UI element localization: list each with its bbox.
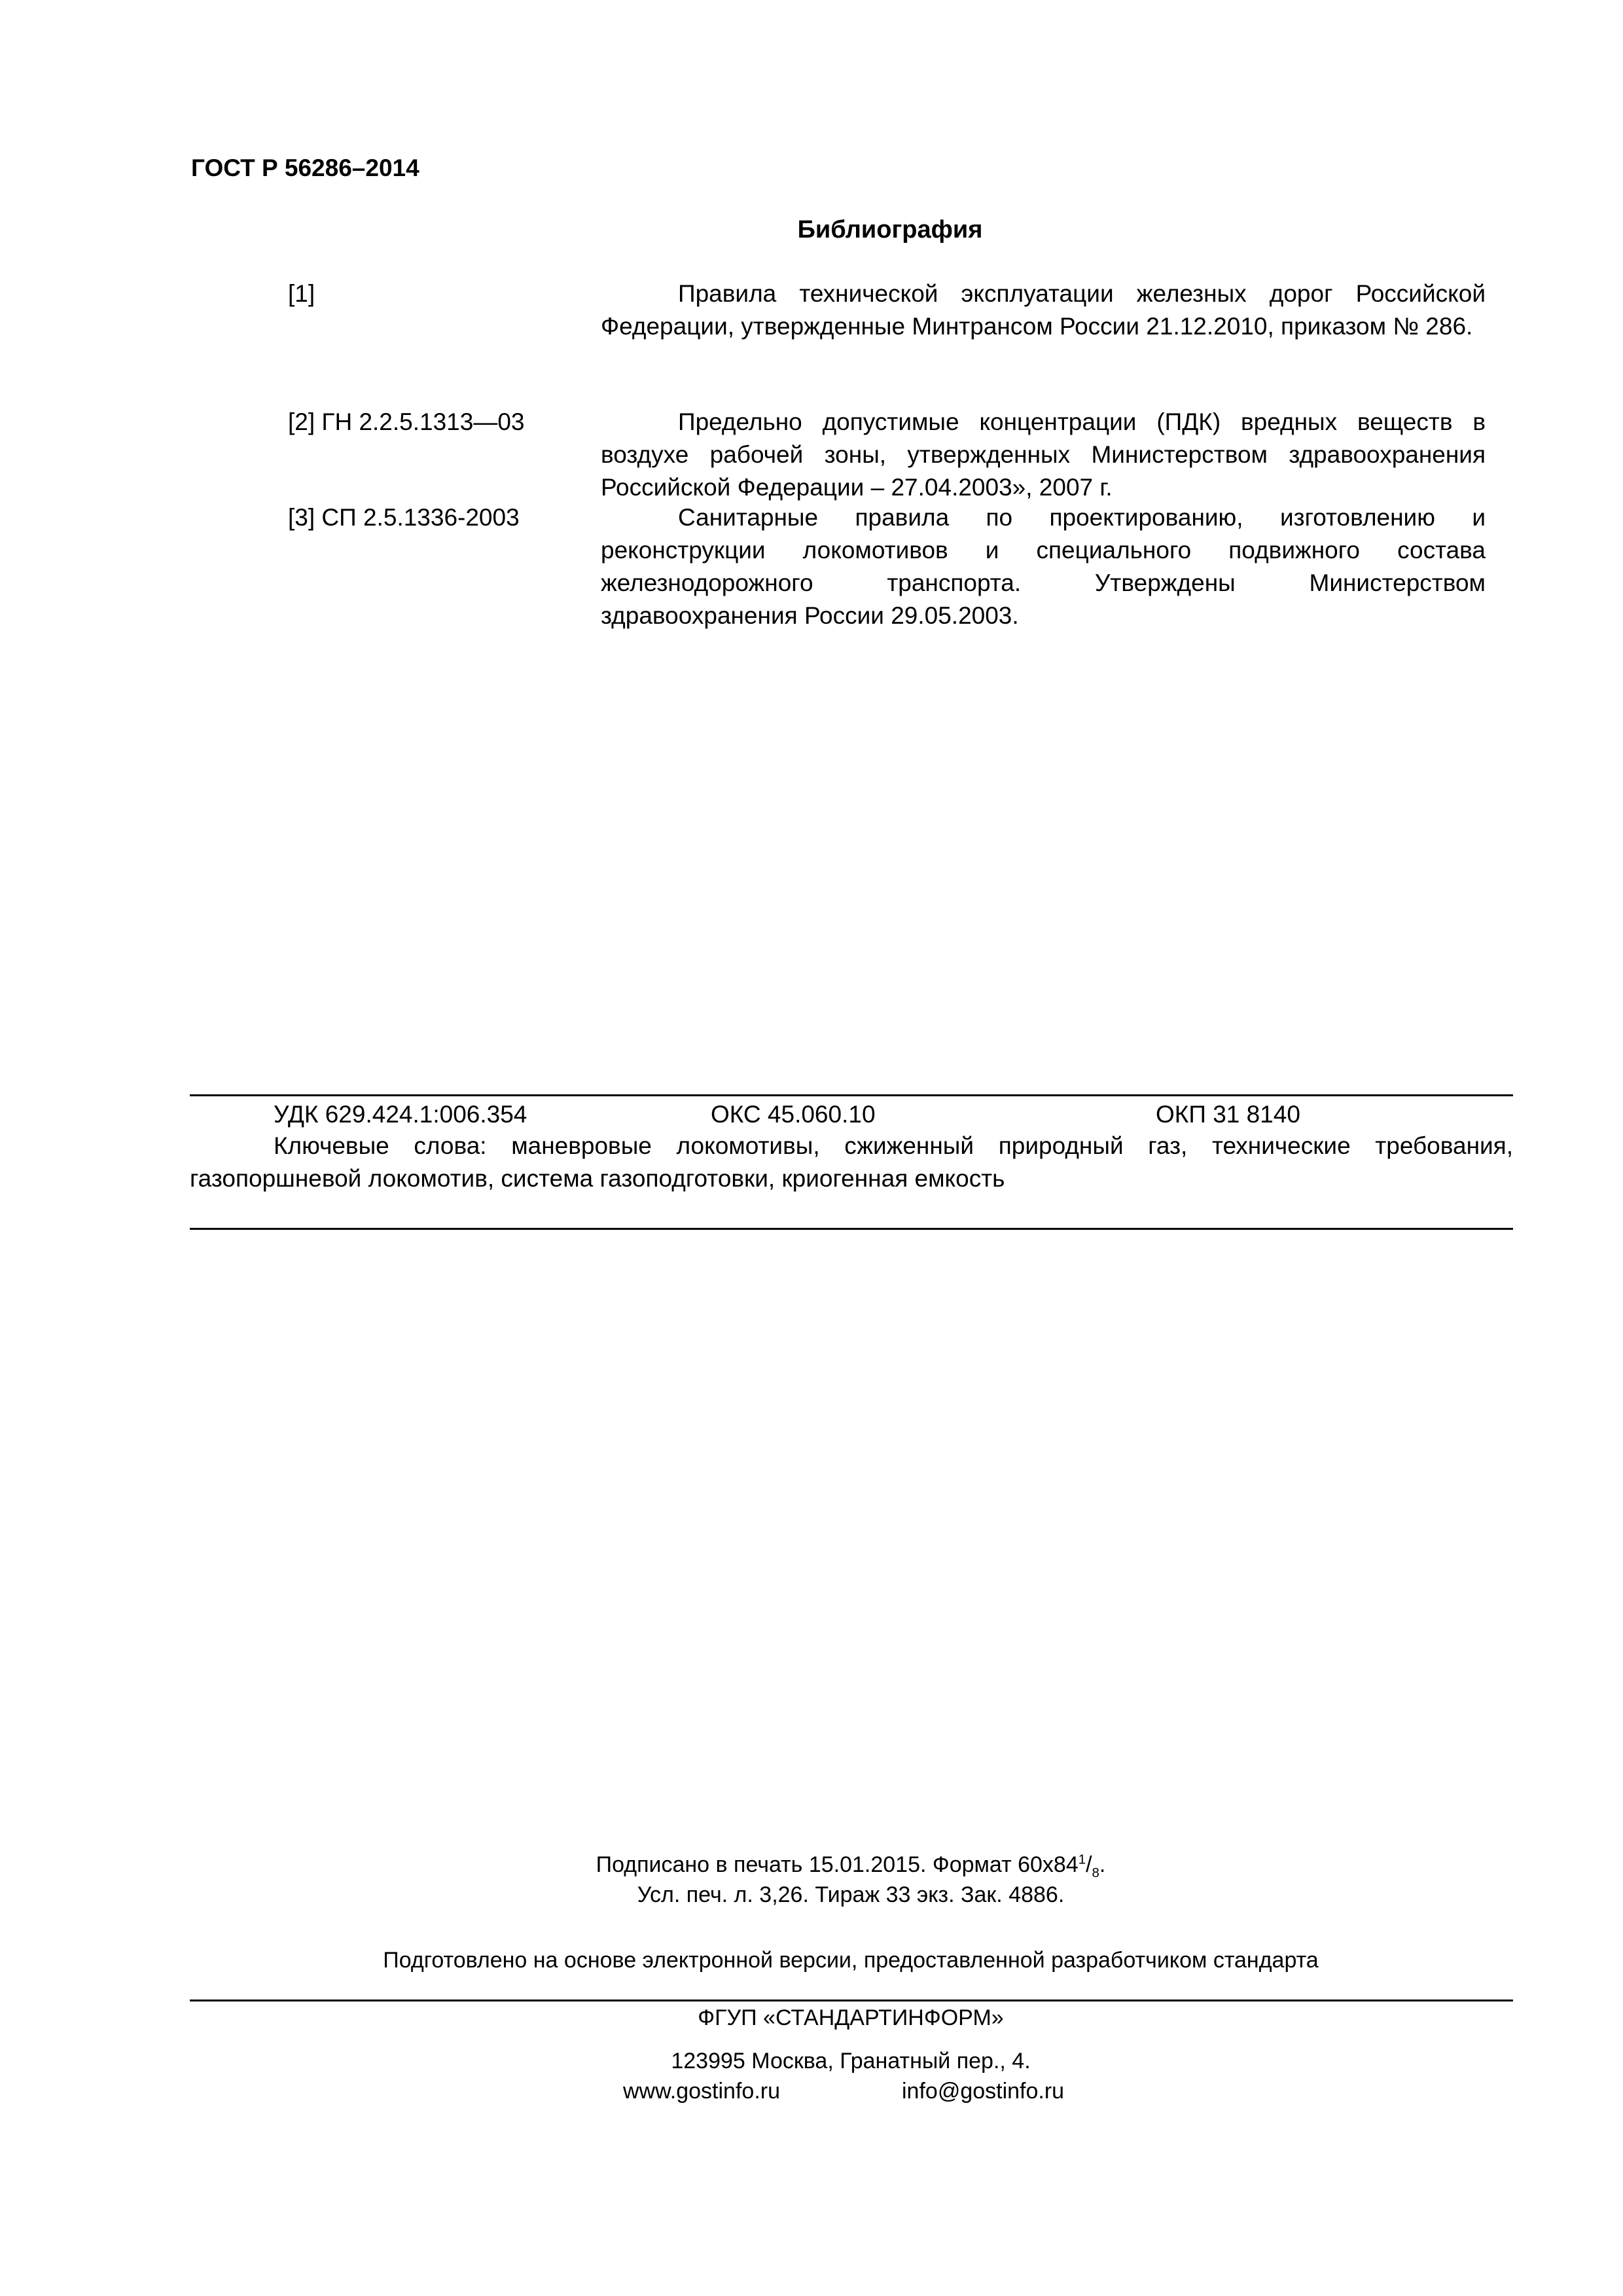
entry-text: Предельно допустимые концентрации (ПДК) вредных веществ в воздухе рабочей зоны, утвержденных Министерством здравоохранения Российской Федерации – 27.04.2003», 2007 г. — [601, 408, 1486, 501]
print-sheets: Усл. печ. л. 3,26. Тираж 33 экз. Зак. 4886. — [637, 1882, 1065, 1907]
publisher-name: ФГУП «СТАНДАРТИНФОРМ» — [698, 2005, 1004, 2030]
bibliography-entry — [288, 406, 1486, 504]
email-link[interactable]: info@gostinfo.ru — [902, 2079, 1065, 2104]
publisher-address: 123995 Москва, Гранатный пер., 4. — [671, 2049, 1031, 2073]
divider-line — [190, 2000, 1513, 2001]
entry-text: Правила технической эксплуатации железных дорог Российской Федерации, утвержденные Минтрансом России 21.12.2010, приказом № 286. — [601, 280, 1486, 340]
signed-to-print: Подписано в печать 15.01.2015. Формат $60х84^1/_8$. — [596, 1852, 1106, 1880]
prepared-note: Подготовлено на основе электронной версии, предоставленной разработчиком стандарта — [383, 1948, 1319, 1973]
udk-code: УДК 629.424.1:006.354 — [274, 1101, 527, 1128]
oks-code: ОКС 45.060.10 — [711, 1101, 876, 1128]
entry-text: Санитарные правила по проектированию, изготовлению и реконструкции локомотивов и специального подвижного состава железнодорожного транспорта. Утверждены Министерством здравоохранения России 29.05.2003. — [601, 504, 1486, 629]
entry-number: [1] — [288, 280, 315, 307]
website-link[interactable]: www.gostinfo.ru — [623, 2079, 780, 2104]
divider-line — [190, 1094, 1513, 1096]
entry-number: [3] СП 2.5.1336-2003 — [288, 504, 520, 531]
standard-code: ГОСТ Р 56286–2014 — [191, 154, 419, 181]
signed-text: Подписано в печать 15.01.2015. Формат 60х84 — [596, 1852, 1079, 1877]
okp-code: ОКП 31 8140 — [1156, 1101, 1300, 1128]
format-numerator: 1 — [1078, 1852, 1086, 1867]
bibliography-entry — [288, 278, 1486, 343]
entry-number: [2] ГН 2.2.5.1313—03 — [288, 408, 525, 435]
divider-line — [190, 1228, 1513, 1230]
format-denominator: 8 — [1092, 1865, 1099, 1880]
bibliography-entry — [288, 501, 1486, 632]
bibliography-title: Библиография — [797, 216, 983, 243]
keywords: Ключевые слова: маневровые локомотивы, сжиженный природный газ, технические требования, газопоршневой локомотив, система газоподготовки, криогенная емкость — [190, 1132, 1513, 1192]
